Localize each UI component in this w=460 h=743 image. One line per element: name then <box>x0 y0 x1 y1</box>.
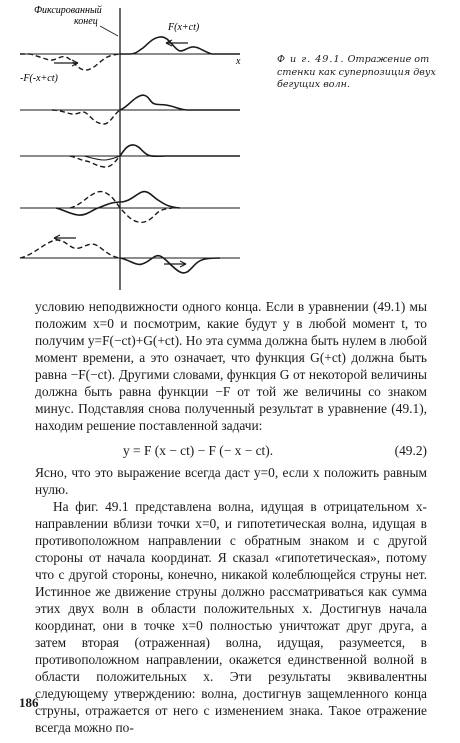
paragraph-2: Ясно, что это выражение всегда даст y=0, если x положить равным нулю. <box>35 465 427 497</box>
reflected-wave-row-3 <box>70 156 120 167</box>
reflected-wave-row-2 <box>52 110 120 124</box>
label-leader-line <box>100 26 118 36</box>
sum-wave-row-3 <box>84 156 120 160</box>
wave-reflection-diagram <box>0 0 460 292</box>
caption-number: Ф и г. 49.1. <box>277 54 345 65</box>
reflected-wave-row-5 <box>20 240 120 258</box>
label-reflected-wave: -F(-x+ct) <box>20 73 58 84</box>
solid-wave-row-4 <box>56 192 180 216</box>
paragraph-3: На фиг. 49.1 представлена волна, идущая в отрицательном x-направлении вблизи точки x=0, и гипотетическая волна, идущая в противоположном направлении с обратным знаком и с другой стороны от начала координат. Я сказал «гипотетическая», потому что с другой стороны, конечно, никакой колеблющейся струны нет. Истинное же движение струны должно рассматриваться как сумма этих двух волн в области положительных x. Достигнув начала координат, они в точке x=0 полностью уничтожат друг друга, а затем вторая (отраженная) волна, идущая, разумеется, в противоположном направлении, окажется единственной волной в области положительных x. Эти результаты эквивалентны следующему утверждению: волна, достигнув защемленного конца струны, отражается от него с изменением знака. Такое отражение всегда можно по- <box>35 499 427 735</box>
reflected-wave-row-1 <box>20 54 120 70</box>
page-number: 186 <box>19 695 39 710</box>
equation-formula: y = F (x − ct) − F (− x − ct). <box>123 443 274 458</box>
figure-caption <box>277 54 453 92</box>
label-forward-wave: F(x+ct) <box>168 22 200 33</box>
forward-wave-row-3 <box>120 145 240 156</box>
label-fixed-end-line1: Фиксированный <box>34 5 102 16</box>
paragraph-1: условию неподвижности одного конца. Если в уравнении (49.1) мы положим x=0 и посмотрим, какие будут y в любой момент t, то получим y=F(−ct)+G(+ct). Но эта сумма должна быть нулем в любой момент времени, а это означает, что функция G(+ct) должна быть равна −F(−ct). Другими словами, функция G от некоторой величины должна быть равна функции −F от той же величины со знаком минус. Подставляя снова полученный результат в уравнение (49.1), находим решение поставленной задачи: <box>35 299 427 433</box>
forward-wave-row-2 <box>120 95 240 110</box>
equation-number: (49.2) <box>394 443 427 458</box>
equation-49-2 <box>35 440 427 462</box>
label-fixed-end-line2: конец <box>74 16 98 27</box>
dashed-wave-row-4 <box>70 192 172 223</box>
forward-wave-row-1 <box>120 37 240 54</box>
body-text <box>35 298 427 736</box>
figure-49-1 <box>0 0 460 292</box>
caption-text: Отражение от стенки как суперпозиция двух бегущих волн. <box>277 54 436 90</box>
label-axis-x: x <box>236 56 241 67</box>
